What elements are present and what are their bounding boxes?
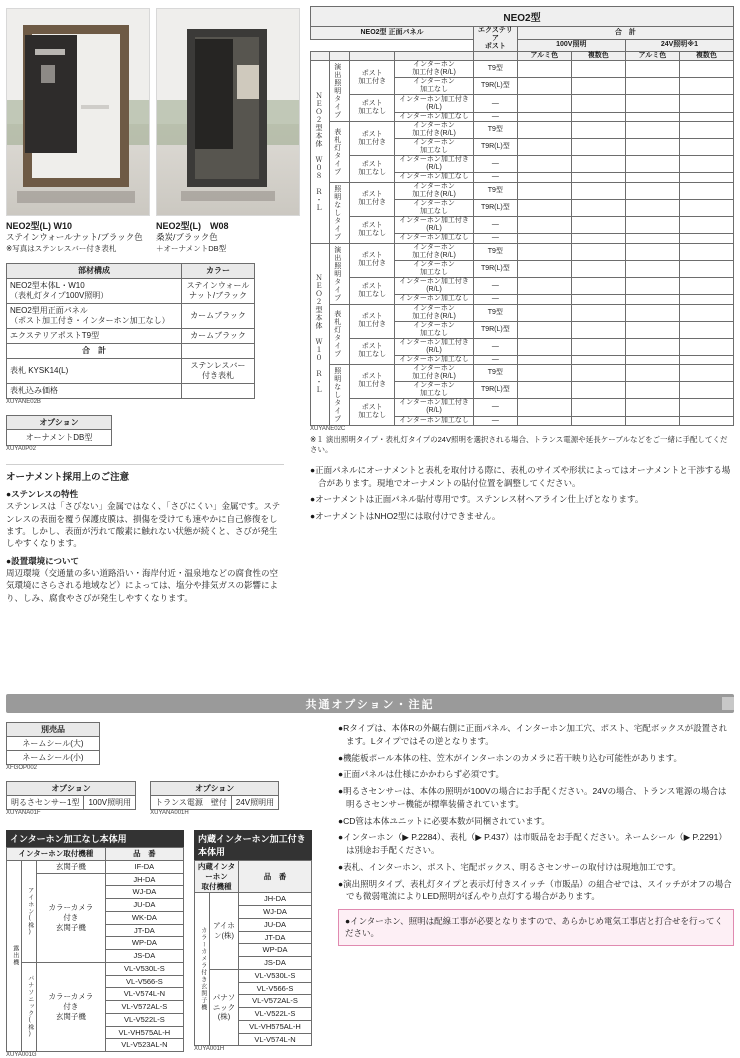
table-row [7, 304, 255, 329]
postproc-w08-5: ポスト 加工なし [350, 216, 395, 243]
device-a-group-0: 玄関子機 [37, 860, 106, 873]
main-spec-table [310, 26, 734, 426]
transformer-header: オプション [151, 782, 278, 796]
device-a-item-6: WP-DA [105, 937, 183, 950]
bottom-left-column [6, 722, 306, 1058]
main-header-total: 合 計 [517, 27, 733, 40]
device-b-item-0: JH-DA [239, 893, 312, 906]
parts-color-2: カームブラック [182, 329, 255, 344]
body-label-w08: ＮＥＯ２型本体 Ｗ０８ Ｒ・Ｌ [311, 61, 330, 243]
transformer-code: XUYANA001H [150, 810, 189, 816]
main-header-postmodel [473, 52, 517, 61]
postproc-w08-3: ポスト 加工なし [350, 156, 395, 182]
parts-color-0: ステインウォール ナット/ブラック [182, 279, 255, 304]
device-table-b-code: XUYA001H [194, 1046, 225, 1053]
table-row [7, 860, 184, 873]
table-row [311, 399, 734, 417]
postmodel-w10-5: T9R(L)型 [473, 321, 517, 338]
note-1: ●機能板ポール本体の柱、笠木がインターホンのカメラに若干映り込む可能性があります。 [338, 752, 682, 763]
intercom-w10-5: インターホン 加工なし [395, 321, 474, 338]
name-seal-header: 別売品 [7, 723, 99, 737]
parts-name-0: NEO2型本体L・W10 （表札灯タイプ100V照明） [7, 279, 182, 304]
table-row [7, 329, 255, 344]
device-b-item-7: VL-V566-S [239, 982, 312, 995]
intercom-w08-5: インターホン 加工なし [395, 139, 474, 156]
postmodel-w10-4: T9型 [473, 304, 517, 321]
device-a-item-4: WK-DA [105, 911, 183, 924]
main-table-bullets [310, 464, 734, 523]
caution-title: オーナメント採用上のご注意 [6, 472, 130, 484]
table-row [7, 344, 255, 359]
device-a-item-12: VL-V522L-S [105, 1013, 183, 1026]
name-seal-box [6, 722, 100, 765]
note-0: ●Rタイプは、本体Rの外観右側に正面パネル、インターホン加工穴、ポスト、宅配ボックスが設置されます。Lタイプではその逆となります。 [338, 723, 728, 746]
table-row [195, 893, 312, 906]
transformer-volt: 24V照明用 [231, 796, 278, 809]
product-photo-1 [6, 8, 150, 216]
light-sensor-volt: 100V照明用 [83, 796, 135, 809]
postproc-w10-3: ポスト 加工なし [350, 338, 395, 364]
note-2: ●正面パネルは仕様にかかわらず必須です。 [338, 769, 504, 780]
postmodel-w08-10: — [473, 216, 517, 234]
photo-caption-sub-1: ステインウォールナット/ブラック色 [6, 232, 143, 243]
left-column [6, 6, 302, 604]
postmodel-w10-1: T9R(L)型 [473, 260, 517, 277]
device-a-item-5: JT-DA [105, 924, 183, 937]
light-sensor-code: XUYANA01F [6, 810, 41, 816]
parts-color-1: カームブラック [182, 304, 255, 329]
device-a-item-2: WJ-DA [105, 886, 183, 899]
parts-header-color: カラー [182, 264, 255, 279]
main-bullet-2: ●オーナメントはNHO2型には取付けできません。 [310, 511, 501, 522]
postmodel-w10-2: — [473, 277, 517, 295]
main-table-code: XUYANE02C [310, 425, 346, 432]
postmodel-w08-9: T9R(L)型 [473, 199, 517, 216]
main-header-100v: 100V照明 [517, 39, 625, 52]
photo-block-1 [6, 8, 148, 253]
option-row [6, 781, 306, 816]
ornament-option-body: オーナメントDB型 [25, 433, 93, 443]
postproc-w10-0: ポスト 加工付き [350, 243, 395, 277]
parts-color-5 [182, 384, 255, 399]
postproc-w08-2: ポスト 加工付き [350, 122, 395, 156]
photo-block-2 [156, 8, 298, 253]
table-row [311, 304, 734, 321]
photo-caption-1 [6, 220, 148, 253]
type-label-w08-1: 表札灯タイプ [329, 122, 350, 182]
electrical-warning-box: ●インターホン、照明は配線工事が必要となりますので、あらかじめ電気工事店と打合せを行ってください。 [338, 909, 734, 946]
table-row [311, 61, 734, 78]
postmodel-w10-8: T9型 [473, 364, 517, 381]
table-row [311, 156, 734, 173]
device-tables [6, 820, 306, 1058]
intercom-w10-6: インターホン加工付き(R/L) [395, 338, 474, 355]
device-b-side-label: カラーカメラ付き玄関子機 [195, 893, 210, 1046]
device-a-brand-panasonic: パナソニック(株) [22, 962, 37, 1051]
intercom-w08-8: インターホン 加工付き(R/L) [395, 182, 474, 199]
table-row [7, 384, 255, 399]
intercom-w08-9: インターホン 加工なし [395, 199, 474, 216]
intercom-w08-2: インターホン加工付き(R/L) [395, 95, 474, 113]
type-label-w10-1: 表札灯タイプ [329, 304, 350, 364]
table-row [311, 364, 734, 381]
parts-name-3: 合 計 [7, 344, 182, 359]
note-6: ●表札、インターホン、ポスト、宅配ボックス、明るさセンサーの取付けは現地加工です。 [338, 861, 681, 872]
photo-caption-title-1: NEO2型(L) W10 [6, 221, 73, 231]
postmodel-w10-3: — [473, 295, 517, 304]
table-row [7, 279, 255, 304]
parts-name-2: エクステリアポストT9型 [7, 329, 182, 344]
device-a-header-code: 品 番 [105, 848, 183, 861]
banner-right-cap [722, 697, 734, 710]
intercom-w10-8: インターホン 加工付き(R/L) [395, 364, 474, 381]
postmodel-w08-2: — [473, 95, 517, 113]
device-a-header-model: インターホン取付機種 [7, 848, 106, 861]
device-b-item-1: WJ-DA [239, 906, 312, 919]
light-sensor-header: オプション [7, 782, 135, 796]
intercom-w08-3: インターホン加工なし [395, 113, 474, 122]
device-a-group-2: カラーカメラ 付き 玄関子機 [37, 962, 106, 1051]
intercom-w08-10: インターホン加工付き(R/L) [395, 216, 474, 234]
intercom-w10-10: インターホン加工付き(R/L) [395, 399, 474, 417]
device-b-brand-aiphone: アイホン(株) [210, 893, 239, 970]
transformer-option [150, 781, 279, 810]
postproc-w08-4: ポスト 加工付き [350, 182, 395, 216]
parts-name-4: 表札 KYSK14(L) [7, 359, 182, 384]
intercom-w08-6: インターホン加工付き(R/L) [395, 156, 474, 173]
main-header-col-1: 複数色 [571, 52, 625, 61]
parts-name-5: 表札込み価格 [7, 384, 182, 399]
note-3: ●明るさセンサーは、本体の照明が100Vの場合にお手配ください。24Vの場合、トランス電源の場合は明るさセンサー機能が標準装備されています。 [338, 786, 727, 809]
postproc-w10-4: ポスト 加工付き [350, 364, 395, 398]
intercom-w10-9: インターホン 加工なし [395, 381, 474, 398]
name-seal-code: XFGOP002 [6, 765, 38, 771]
device-a-item-9: VL-V566-S [105, 975, 183, 988]
parts-name-1: NEO2型用正面パネル （ポスト加工付き・インターホン加工なし） [7, 304, 182, 329]
intercom-w10-0: インターホン 加工付き(R/L) [395, 243, 474, 260]
table-row [311, 182, 734, 199]
intercom-w10-7: インターホン加工なし [395, 355, 474, 364]
table-row [195, 969, 312, 982]
note-5: ●インターホン（▶ P.2284）、表札（▶ P.437）は市販品をお手配ください。ネームシール（▶ P.2291）は別途お手配ください。 [338, 832, 727, 855]
device-b-header-code: 品 番 [239, 861, 312, 893]
main-header-col-3: 複数色 [679, 52, 733, 61]
postmodel-w08-7: — [473, 173, 517, 182]
device-b-item-10: VL-VH575AL-H [239, 1020, 312, 1033]
intercom-w10-3: インターホン加工なし [395, 295, 474, 304]
photo-caption-note-2: ＋オーナメントDB型 [156, 243, 227, 253]
device-table-a-title: インターホン加工なし本体用 [6, 830, 184, 847]
postmodel-w08-6: — [473, 156, 517, 173]
main-header-body [311, 52, 330, 61]
product-photo-2 [156, 8, 300, 216]
note-7: ●演出照明タイプ、表札灯タイプと表示灯付きスイッチ（市販品）の組合せでは、スイッチがオフの場合でも微弱電流によりLED照明がぼんやり点灯する場合があります。 [338, 878, 732, 902]
product-photos [6, 8, 302, 253]
type-label-w10-0: 演出照明タイプ [329, 243, 350, 304]
main-table-footnote: ※１ 演出照明タイプ・表札灯タイプの24V照明を選択される場合、トランス電源や延長ケーブルなどをご一緒に手配してください。 [310, 434, 728, 455]
intercom-w08-11: インターホン加工なし [395, 234, 474, 243]
caution-sub-0: ●ステンレスの特性 [6, 489, 79, 500]
device-a-side-label: 露出機 [7, 860, 22, 1051]
device-a-item-13: VL-VH575AL-H [105, 1026, 183, 1039]
name-seal-row-1: ネームシール(小) [22, 753, 84, 762]
postmodel-w08-3: — [473, 113, 517, 122]
postproc-w08-1: ポスト 加工なし [350, 95, 395, 122]
photo-caption-note-1: ※写真はステンレスバー付き表札 [6, 243, 117, 253]
table-row [311, 95, 734, 113]
main-header-type [329, 52, 350, 61]
light-sensor-name: 明るさセンサー1型 [11, 798, 80, 807]
intercom-w08-1: インターホン 加工なし [395, 78, 474, 95]
device-a-item-3: JU-DA [105, 899, 183, 912]
device-table-b-title: 内蔵インターホン加工付き本体用 [194, 830, 312, 860]
device-table-a-code: XUYA001G [6, 1052, 37, 1058]
device-a-item-8: VL-V530L-S [105, 962, 183, 975]
device-a-item-1: JH-DA [105, 873, 183, 886]
device-b-brand-panasonic: パナソニック(株) [210, 969, 239, 1046]
postmodel-w08-1: T9R(L)型 [473, 78, 517, 95]
photo-caption-2 [156, 220, 298, 253]
device-a-item-7: JS-DA [105, 950, 183, 963]
postproc-w10-5: ポスト 加工なし [350, 399, 395, 426]
main-header-panel: NEO2型 正面パネル [311, 27, 474, 40]
device-a-item-11: VL-V572AL-S [105, 1001, 183, 1014]
parts-color-4: ステンレスバー 付き表札 [182, 359, 255, 384]
device-b-header-model: 内蔵インターホン 取付機種 [195, 861, 239, 893]
table-row [311, 243, 734, 260]
note-4: ●CD管は本体ユニットに必要本数が同梱されています。 [338, 815, 550, 826]
device-a-item-14: VL-V523AL-N [105, 1039, 183, 1052]
intercom-w08-0: インターホン 加工付き(R/L) [395, 61, 474, 78]
table-row [311, 277, 734, 295]
postmodel-w10-7: — [473, 355, 517, 364]
postmodel-w08-8: T9型 [473, 182, 517, 199]
intercom-w08-7: インターホン加工なし [395, 173, 474, 182]
postmodel-w08-5: T9R(L)型 [473, 139, 517, 156]
device-a-item-0: IF-DA [105, 860, 183, 873]
caution-text-1: 周辺環境（交通量の多い道路沿い・海岸付近・温泉地などの腐食性の空気環境にさらされる地域など）によっては、塩分や排気ガスの影響により、しみ、腐食やさびが発生しやすくなります。 [6, 568, 279, 603]
device-table-a [6, 847, 184, 1052]
postmodel-w08-4: T9型 [473, 122, 517, 139]
intercom-w10-11: インターホン加工なし [395, 416, 474, 425]
parts-color-3 [182, 344, 255, 359]
table-row [7, 962, 184, 975]
device-b-item-9: VL-V522L-S [239, 1008, 312, 1021]
parts-header-name: 部材構成 [7, 264, 182, 279]
main-header-postproc [350, 52, 395, 61]
table-row [311, 216, 734, 234]
device-b-item-11: VL-V574L-N [239, 1033, 312, 1046]
intercom-w10-2: インターホン加工付き(R/L) [395, 277, 474, 295]
postmodel-w10-9: T9R(L)型 [473, 381, 517, 398]
postmodel-w10-6: — [473, 338, 517, 355]
postproc-w10-1: ポスト 加工なし [350, 277, 395, 304]
ornament-option-header: オプション [7, 416, 111, 430]
photo-caption-title-2: NEO2型(L) W08 [156, 221, 229, 231]
name-seal-row-0: ネームシール(大) [7, 737, 99, 751]
intercom-w10-1: インターホン 加工なし [395, 260, 474, 277]
type-label-w10-2: 照明なしタイプ [329, 364, 350, 425]
device-b-item-6: VL-V530L-S [239, 969, 312, 982]
device-table-b [194, 860, 312, 1046]
main-header-intercom [395, 52, 474, 61]
intercom-w08-4: インターホン 加工付き(R/L) [395, 122, 474, 139]
bottom-right-notes [338, 722, 734, 946]
device-b-item-4: WP-DA [239, 944, 312, 957]
device-a-brand-aiphone: アイホン(株) [22, 860, 37, 962]
device-b-item-2: JU-DA [239, 918, 312, 931]
intercom-w10-4: インターホン 加工付き(R/L) [395, 304, 474, 321]
photo-caption-sub-2: 桑炭/ブラック色 [156, 232, 218, 243]
table-row [7, 359, 255, 384]
transformer-name: トランス電源 壁付 [155, 798, 227, 807]
device-a-group-1: カラーカメラ 付き 玄関子機 [37, 873, 106, 962]
parts-table [6, 263, 255, 399]
right-column [310, 6, 734, 527]
postmodel-w08-11: — [473, 234, 517, 243]
device-b-item-5: JS-DA [239, 957, 312, 970]
table-row [311, 338, 734, 355]
ornament-option-box [6, 415, 112, 446]
device-b-item-3: JT-DA [239, 931, 312, 944]
main-bullet-1: ●オーナメントは正面パネル貼付専用です。ステンレス材ヘアライン仕上げとなります。 [310, 494, 644, 505]
device-b-item-8: VL-V572AL-S [239, 995, 312, 1008]
parts-table-code: XUYANE02B [6, 399, 41, 406]
body-label-w10: ＮＥＯ２型本体 Ｗ１０ Ｒ・Ｌ [311, 243, 330, 425]
postmodel-w10-0: T9型 [473, 243, 517, 260]
type-label-w08-0: 演出照明タイプ [329, 61, 350, 122]
caution-sub-1: ●設置環境について [6, 555, 79, 566]
main-bullet-0: ●正面パネルにオーナメントと表札を取付ける際に、表札のサイズや形状によってはオーナメントと干渉する場合があります。現地でオーナメントの貼付位置を調整してください。 [310, 464, 731, 488]
main-header-24v: 24V照明※1 [625, 39, 733, 52]
ornament-option-code: XUYA0P02 [6, 446, 36, 453]
type-label-w08-2: 照明なしタイプ [329, 182, 350, 243]
postmodel-w10-11: — [473, 416, 517, 425]
postproc-w10-2: ポスト 加工付き [350, 304, 395, 338]
main-table-title: NEO2型 [310, 6, 734, 27]
main-header-col-2: アルミ色 [625, 52, 679, 61]
main-header-post: エクステリア ポスト [473, 27, 517, 52]
caution-panel [6, 464, 284, 604]
postmodel-w10-10: — [473, 399, 517, 417]
main-header-col-0: アルミ色 [517, 52, 571, 61]
device-a-item-10: VL-V574L-N [105, 988, 183, 1001]
caution-text-0: ステンレスは「さびない」金属ではなく、「さびにくい」金属です。ステンレスの表面を覆う保護皮膜は、損傷を受けても速やかに自己修復をします。しかし、表面が汚れて酸素に触れない状態が続くと、さびが発生しやすくなります。 [6, 501, 281, 549]
postmodel-w08-0: T9型 [473, 61, 517, 78]
postproc-w08-0: ポスト 加工付き [350, 61, 395, 95]
light-sensor-option [6, 781, 136, 810]
common-options-banner: 共通オプション・注記 [6, 694, 734, 713]
table-row [311, 122, 734, 139]
